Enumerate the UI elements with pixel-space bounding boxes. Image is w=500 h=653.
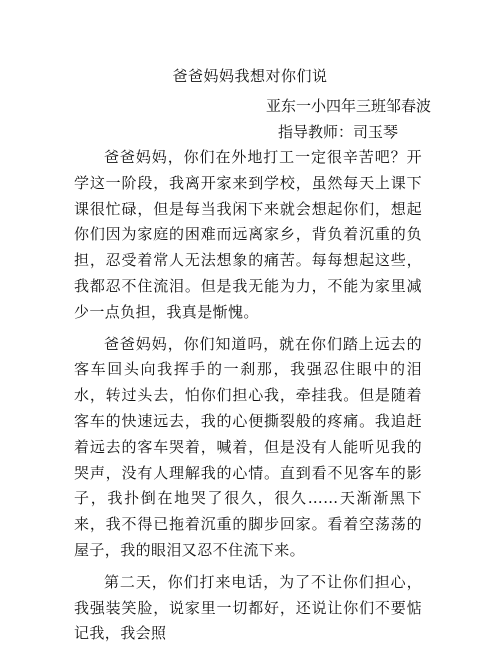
paragraph-1: 爸爸妈妈，你们在外地打工一定很辛苦吧？开学这一阶段，我离开家来到学校，虽然每天上课下课很忙碌，但是每当我闲下来就会想起你们，想起你们因为家庭的困难而远离家乡，背负着沉重的负担，忍受着常人无法想象的痛苦。每每想起这些，我都忍不住流泪。但是我无能为力，不能为家里减少一点负担，我真是惭愧。 xyxy=(74,148,422,321)
teacher-line: 指导教师：司玉琴 xyxy=(278,123,399,141)
paragraph-3: 第二天，你们打来电话，为了不让你们担心，我强装笑脸，说家里一切都好，还说让你们不要惦记我，我会照 xyxy=(74,572,422,643)
document-title: 爸爸妈妈我想对你们说 xyxy=(172,67,328,85)
paragraph-2: 爸爸妈妈，你们知道吗，就在你们踏上远去的客车回头向我挥手的一刹那，我强忍住眼中的泪水，转过头去，怕你们担心我，牵挂我。但是随着客车的快速远去，我的心便撕裂般的疼痛。我追赶着远去的客车哭着，喊着，但是没有人能听见我的哭声，没有人理解我的心情。直到看不见客车的影子，我扑倒在地哭了很久，很久……天渐渐黑下来，我不得已拖着沉重的脚步回家。看着空荡荡的屋子，我的眼泪又忍不住流下来。 xyxy=(74,334,422,559)
author-line: 亚东一小四年三班邹春波 xyxy=(266,97,432,115)
document-body xyxy=(74,145,422,653)
